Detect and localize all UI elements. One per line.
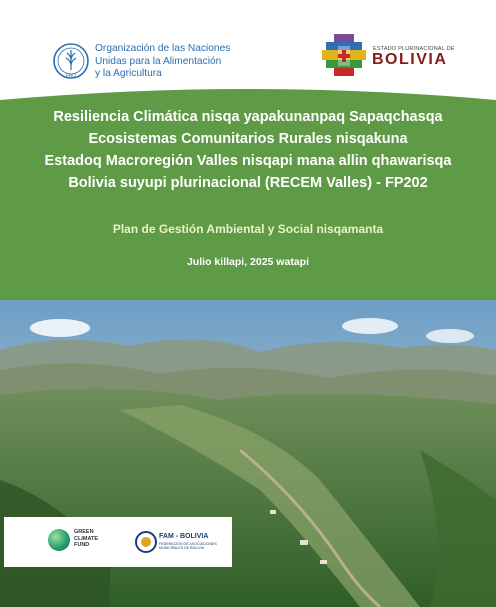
fam-bolivia-subtitle: FEDERACIÓN DE ASOCIACIONES MUNICIPALES DE BOLIVIA — [159, 542, 217, 551]
fam-bolivia-icon — [135, 531, 157, 553]
title-line3: Estadoq Macroregión Valles nisqapi mana allin qhawarisqa — [44, 153, 452, 169]
bolivia-name: BOLIVIA — [372, 51, 448, 68]
fao-name-line3: y la Agricultura — [95, 68, 162, 79]
green-climate-fund-label — [74, 529, 98, 549]
bolivia-state-label: ESTADO PLURINACIONAL DE — [373, 46, 455, 52]
title-line1: Resiliencia Climática nisqa yapakunanpaq Sapaqchasqa — [53, 109, 443, 125]
bolivia-emblem-icon — [320, 32, 368, 80]
document-title — [0, 106, 496, 194]
gcf-line3: FUND — [74, 542, 90, 548]
fao-name-line2: Unidas para la Alimentación — [95, 55, 222, 67]
fao-logo-icon — [52, 42, 90, 80]
fao-acronym: FAO — [65, 73, 77, 79]
document-subtitle: Plan de Gestión Ambiental y Social nisqamanta — [112, 222, 384, 236]
gcf-line1: GREEN — [74, 529, 94, 535]
title-line2: Ecosistemas Comunitarios Rurales nisqakuna — [88, 131, 408, 147]
fao-name — [95, 43, 230, 81]
fam-bolivia-title: FAM - BOLIVIA — [159, 533, 209, 540]
title-line4: Bolivia suyupi plurinacional (RECEM Valles) - FP202 — [68, 175, 428, 191]
document-date: Julio killapi, 2025 watapi — [187, 256, 309, 268]
gcf-line2: CLIMATE — [74, 535, 99, 542]
green-climate-fund-icon — [48, 529, 70, 551]
partner-logos-box — [4, 517, 232, 567]
fao-name-line1: Organización de las Naciones — [95, 43, 231, 54]
